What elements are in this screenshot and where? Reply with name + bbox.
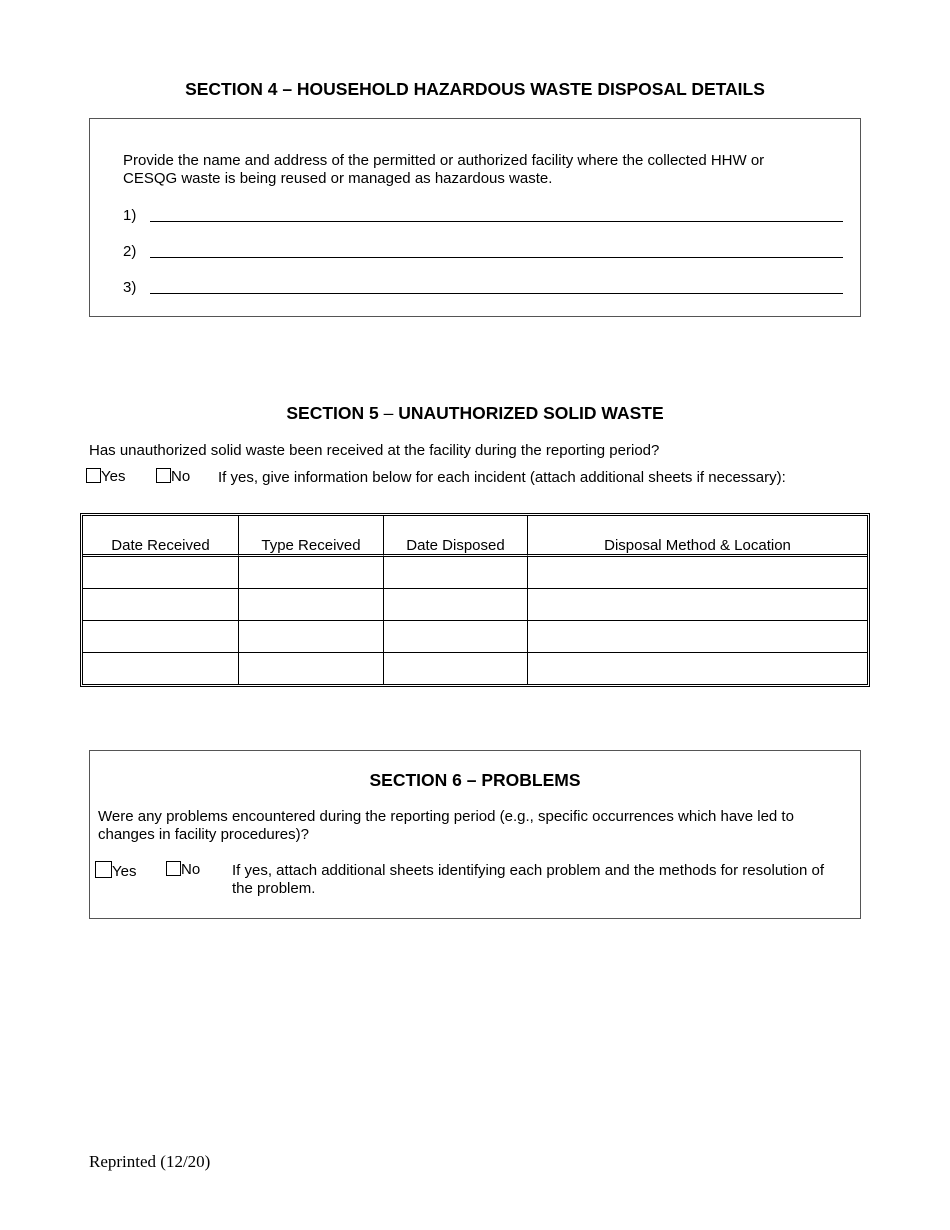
section5-instruction: If yes, give information below for each incident (attach additional sheets if necessary):: [218, 469, 786, 486]
facility-line-1-field[interactable]: [150, 221, 843, 222]
table-cell[interactable]: [384, 557, 528, 589]
table-cell[interactable]: [83, 653, 239, 684]
facility-line-2-field[interactable]: [150, 257, 843, 258]
table-cell[interactable]: [239, 557, 384, 589]
table-cell[interactable]: [239, 621, 384, 653]
section6-instruction: [232, 862, 857, 898]
section6-no-option[interactable]: [166, 861, 200, 878]
section5-yes-option[interactable]: [86, 468, 125, 485]
section6-box: [89, 750, 861, 919]
section6-title: SECTION 6 – PROBLEMS: [369, 770, 581, 790]
table-cell[interactable]: [528, 621, 867, 653]
facility-line-3-field[interactable]: [150, 293, 843, 294]
section5-no-label: No: [171, 468, 191, 485]
table-cell[interactable]: [384, 621, 528, 653]
section5-yes-checkbox[interactable]: [86, 468, 101, 483]
table-cell[interactable]: [83, 557, 239, 589]
section6-question-line2: changes in facility procedures)?: [98, 826, 309, 843]
section6-no-checkbox[interactable]: [166, 861, 181, 876]
section5-question: Has unauthorized solid waste been received at the facility during the reporting period?: [89, 442, 660, 459]
section6-yes-label: Yes: [112, 863, 137, 880]
section6-no-label: No: [181, 861, 201, 878]
column-header-date-received: Date Received: [83, 516, 239, 557]
table-cell[interactable]: [528, 653, 867, 684]
section6-yes-option[interactable]: [95, 861, 136, 880]
facility-line-2-label: 2): [123, 243, 137, 260]
table-cell[interactable]: [384, 653, 528, 684]
section6-instruction-line1: If yes, attach additional sheets identifying each problem and the methods for resolution of: [232, 862, 825, 879]
section5-title-suffix: UNAUTHORIZED SOLID WASTE: [398, 403, 664, 423]
facility-line-3[interactable]: [123, 279, 843, 299]
section4-instruction-line2: CESQG waste is being reused or managed as hazardous waste.: [123, 170, 553, 187]
column-header-disposal-method: Disposal Method & Location: [528, 516, 867, 557]
section6-question-line1: Were any problems encountered during the reporting period (e.g., specific occurrences which have led to: [98, 808, 794, 825]
reprint-date: Reprinted (12/20): [89, 1152, 211, 1171]
section5-title-dash: –: [378, 403, 399, 423]
section5-yes-label: Yes: [101, 468, 126, 485]
section4-instruction-line1: Provide the name and address of the permitted or authorized facility where the collected HHW or: [123, 152, 765, 169]
table-cell[interactable]: [83, 589, 239, 621]
table-cell[interactable]: [528, 589, 867, 621]
section6-yes-checkbox[interactable]: [95, 861, 112, 878]
section6-instruction-line2: the problem.: [232, 880, 316, 897]
section4-title: SECTION 4 – HOUSEHOLD HAZARDOUS WASTE DISPOSAL DETAILS: [185, 79, 765, 99]
table-cell[interactable]: [83, 621, 239, 653]
table-cell[interactable]: [239, 589, 384, 621]
facility-line-2[interactable]: [123, 243, 843, 263]
table-row: [83, 589, 867, 621]
section4-instruction: [123, 152, 843, 188]
table-row: [83, 653, 867, 684]
facility-line-1[interactable]: [123, 207, 843, 227]
section5-no-option[interactable]: [156, 468, 190, 485]
incident-table-header: [83, 516, 867, 557]
column-header-type-received: Type Received: [239, 516, 384, 557]
table-cell[interactable]: [384, 589, 528, 621]
section6-question: [98, 808, 848, 844]
section5-title-prefix: SECTION 5: [286, 403, 379, 423]
section5-no-checkbox[interactable]: [156, 468, 171, 483]
facility-line-1-label: 1): [123, 207, 137, 224]
facility-line-3-label: 3): [123, 279, 137, 296]
column-header-date-disposed: Date Disposed: [384, 516, 528, 557]
table-row: [83, 557, 867, 589]
table-cell[interactable]: [239, 653, 384, 684]
section5-title: [0, 403, 950, 424]
incident-table: [80, 513, 870, 687]
table-cell[interactable]: [528, 557, 867, 589]
table-row: [83, 621, 867, 653]
